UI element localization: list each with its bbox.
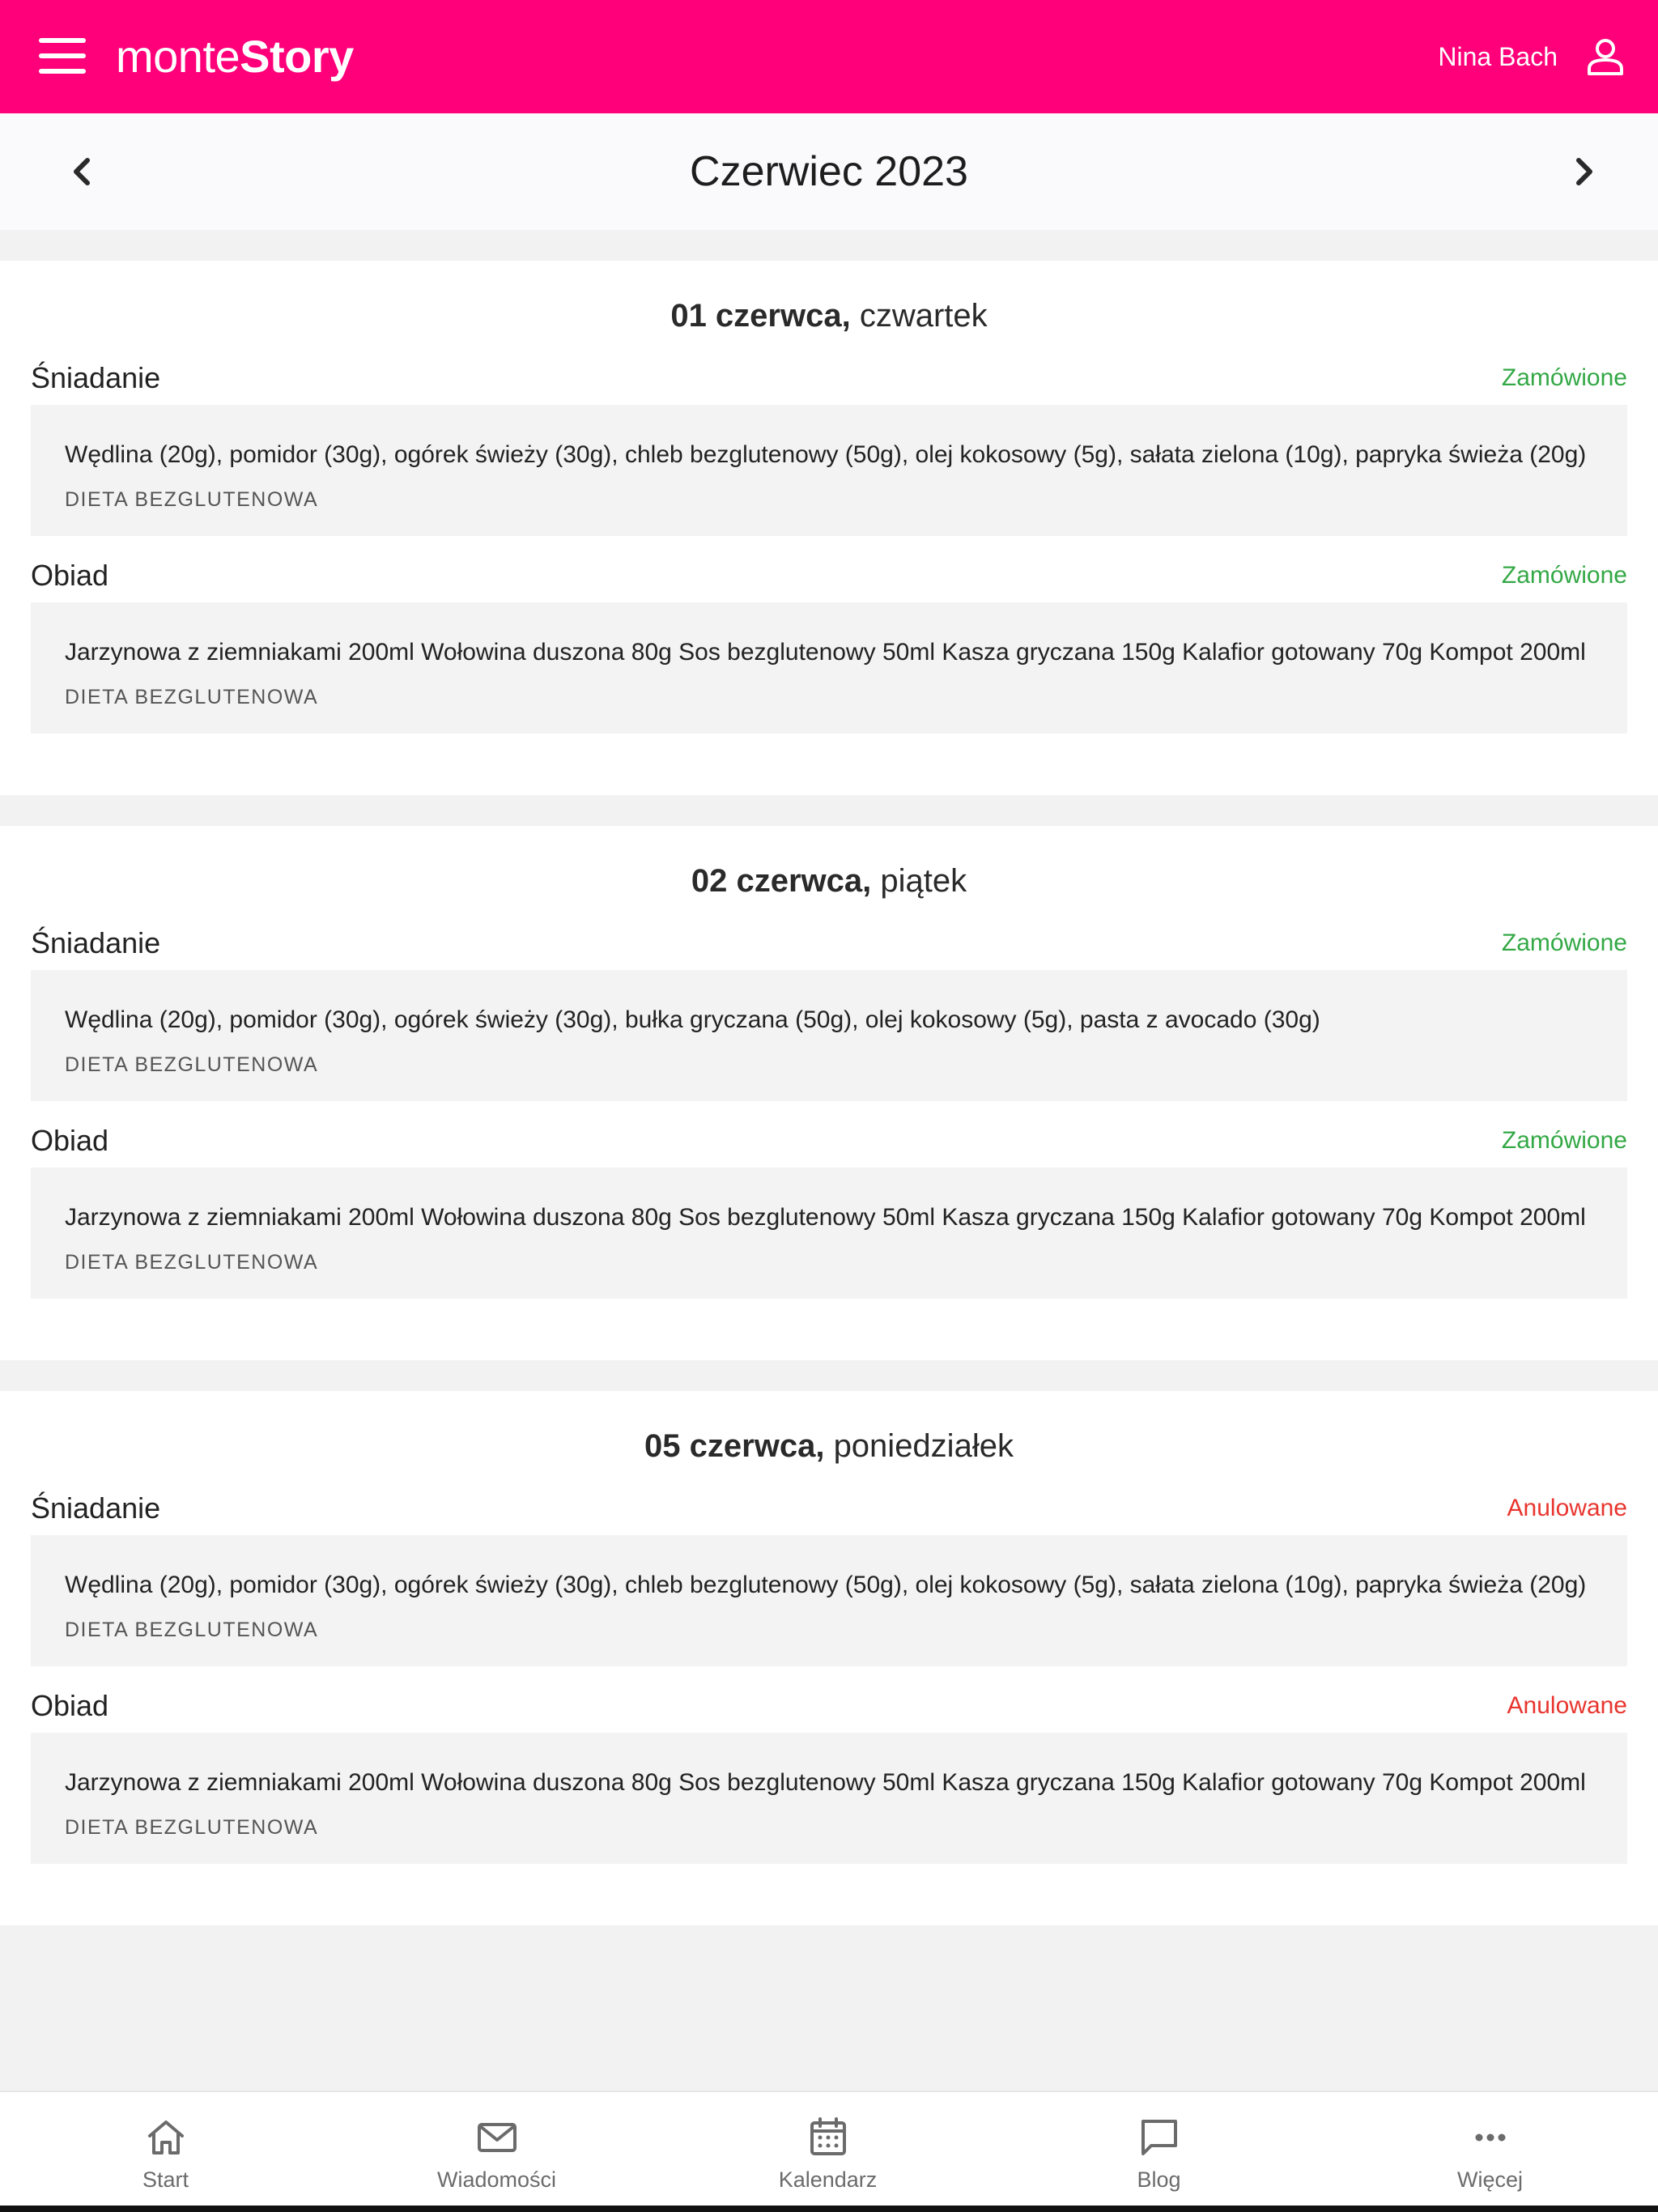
more-icon	[1469, 2116, 1511, 2159]
nav-label: Start	[142, 2167, 189, 2192]
meal-box[interactable]	[31, 405, 1627, 536]
meal-diet: DIETA BEZGLUTENOWA	[65, 1619, 319, 1641]
meal-status: Zamówione	[1501, 364, 1627, 391]
meal-description: Jarzynowa z ziemniakami 200ml Wołowina duszona 80g Sos bezglutenowy 50ml Kasza gryczana 150g Kalafior gotowany 70g Kompot 200ml	[65, 639, 1586, 666]
meal-description: Jarzynowa z ziemniakami 200ml Wołowina duszona 80g Sos bezglutenowy 50ml Kasza gryczana 150g Kalafior gotowany 70g Kompot 200ml	[65, 1204, 1586, 1231]
meal-description: Wędlina (20g), pomidor (30g), ogórek świeży (30g), chleb bezglutenowy (50g), olej kokosowy (5g), sałata zielona (10g), papryka świeża (20g)	[65, 1572, 1587, 1598]
nav-label: Więcej	[1456, 2167, 1523, 2192]
nav-label: Kalendarz	[778, 2167, 878, 2192]
user-name[interactable]: Nina Bach	[1438, 42, 1558, 71]
hamburger-icon[interactable]	[39, 38, 86, 74]
user-icon[interactable]	[1585, 36, 1626, 76]
meal-status: Zamówione	[1501, 1127, 1627, 1154]
nav-label: Wiadomości	[436, 2167, 557, 2192]
calendar-icon	[807, 2116, 849, 2159]
day-title	[31, 1423, 1627, 1469]
nav-label: Blog	[1137, 2167, 1181, 2192]
home-icon	[145, 2116, 187, 2159]
meal-header	[31, 549, 1627, 602]
meal-box[interactable]	[31, 970, 1627, 1101]
meal-description: Jarzynowa z ziemniakami 200ml Wołowina duszona 80g Sos bezglutenowy 50ml Kasza gryczana 150g Kalafior gotowany 70g Kompot 200ml	[65, 1769, 1586, 1796]
meal-name: Śniadanie	[31, 361, 161, 394]
day-date: 02 czerwca,	[691, 863, 872, 899]
meal-status: Zamówione	[1501, 562, 1627, 589]
bottom-navigation	[0, 2091, 1658, 2206]
meal-description: Wędlina (20g), pomidor (30g), ogórek świeży (30g), chleb bezglutenowy (50g), olej kokosowy (5g), sałata zielona (10g), papryka świeża (20g)	[65, 441, 1587, 468]
nav-blog[interactable]	[993, 2092, 1324, 2206]
day-date: 01 czerwca,	[670, 298, 851, 334]
meal-name: Śniadanie	[31, 926, 161, 959]
month-title: Czerwiec 2023	[690, 148, 968, 195]
logo-bold-text: Story	[240, 31, 354, 82]
month-navigation	[0, 113, 1658, 230]
meal-box[interactable]	[31, 1535, 1627, 1666]
meal-diet: DIETA BEZGLUTENOWA	[65, 1053, 319, 1076]
day-weekday: piątek	[880, 863, 967, 899]
day-card	[0, 261, 1658, 795]
meal-status: Zamówione	[1501, 929, 1627, 956]
meal-diet: DIETA BEZGLUTENOWA	[65, 1251, 319, 1274]
meal-box[interactable]	[31, 602, 1627, 734]
day-list[interactable]	[0, 261, 1658, 1956]
day-date: 05 czerwca,	[644, 1428, 825, 1464]
nav-calendar[interactable]	[662, 2092, 993, 2206]
day-title	[31, 858, 1627, 904]
meal-header	[31, 1482, 1627, 1535]
day-title	[31, 293, 1627, 338]
nav-start[interactable]	[0, 2092, 331, 2206]
chat-icon	[1138, 2116, 1180, 2159]
chevron-right-icon[interactable]	[1559, 147, 1608, 196]
mail-icon	[476, 2116, 518, 2159]
meal-status: Anulowane	[1507, 1692, 1627, 1719]
logo-light-text: monte	[116, 31, 240, 82]
meal-header	[31, 351, 1627, 405]
meal-diet: DIETA BEZGLUTENOWA	[65, 488, 319, 511]
meal-header	[31, 1679, 1627, 1733]
meal-box[interactable]	[31, 1168, 1627, 1299]
meal-name: Obiad	[31, 559, 109, 592]
meal-name: Obiad	[31, 1689, 109, 1722]
app-bar	[0, 0, 1658, 113]
meal-box[interactable]	[31, 1733, 1627, 1864]
meal-diet: DIETA BEZGLUTENOWA	[65, 686, 319, 708]
meal-name: Obiad	[31, 1124, 109, 1157]
meal-description: Wędlina (20g), pomidor (30g), ogórek świeży (30g), bułka gryczana (50g), olej kokosowy (5g), pasta z avocado (30g)	[65, 1006, 1320, 1033]
nav-more[interactable]	[1324, 2092, 1656, 2206]
day-card	[0, 826, 1658, 1360]
day-weekday: poniedziałek	[833, 1428, 1014, 1464]
day-card	[0, 1391, 1658, 1925]
meal-header	[31, 917, 1627, 970]
system-bar	[0, 2206, 1658, 2212]
day-weekday: czwartek	[859, 298, 988, 334]
app-logo	[116, 26, 354, 87]
meal-diet: DIETA BEZGLUTENOWA	[65, 1816, 319, 1839]
nav-messages[interactable]	[331, 2092, 662, 2206]
meal-status: Anulowane	[1507, 1495, 1627, 1521]
meal-header	[31, 1114, 1627, 1168]
meal-name: Śniadanie	[31, 1491, 161, 1525]
